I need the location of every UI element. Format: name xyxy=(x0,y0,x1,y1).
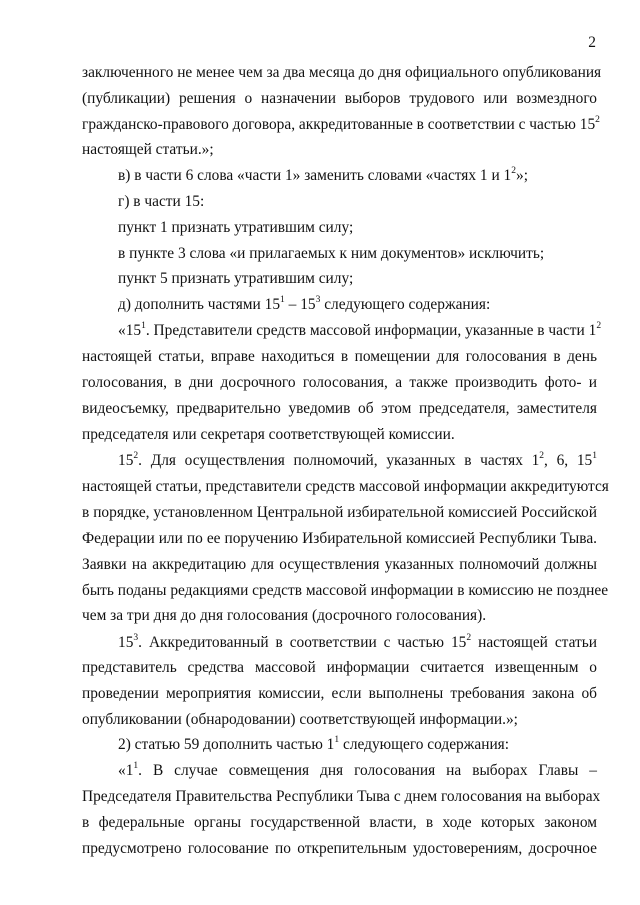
text-line xyxy=(82,478,609,496)
text-run: . Для осуществления полномочий, указанных в частях 1 xyxy=(138,452,540,469)
text-run: представитель средства массовой информации считается извещенным о xyxy=(82,659,597,676)
text-run: опубликовании (обнародовании) соответствующей информации.»; xyxy=(82,711,518,728)
text-run: – 15 xyxy=(284,296,316,313)
text-run: . Аккредитованный в соответствии с частью 15 xyxy=(138,634,467,651)
text-run: председателя или секретаря соответствующей комиссии. xyxy=(82,426,455,443)
text-run: голосования, в дни досрочного голосования, а также производить фото- и xyxy=(82,374,597,391)
text-run: в федеральные органы государственной власти, в ходе которых законом xyxy=(82,814,597,831)
text-run: пункт 5 признать утратившим силу; xyxy=(118,270,354,287)
text-line xyxy=(82,348,597,366)
text-line xyxy=(118,270,597,288)
text-run: д) дополнить частями 15 xyxy=(118,296,281,313)
text-run: Федерации или по ее поручению Избирательной комиссией Республики Тыва. xyxy=(82,530,597,547)
text-line xyxy=(82,556,597,574)
text-line xyxy=(82,90,597,108)
text-run: »; xyxy=(516,167,528,184)
superscript: 2 xyxy=(595,113,600,125)
text-run: чем за три дня до дня голосования (досрочного голосования). xyxy=(82,607,487,624)
text-line xyxy=(118,319,602,340)
superscript: 1 xyxy=(592,449,597,461)
text-line xyxy=(82,113,600,134)
text-run: в пункте 3 слова «и прилагаемых к ним документов» исключить; xyxy=(118,245,545,262)
text-line xyxy=(118,245,597,263)
text-line xyxy=(82,504,597,522)
superscript: 1 xyxy=(141,319,146,331)
text-run: быть поданы редакциями средств массовой информации в комиссию не позднее xyxy=(82,582,609,599)
text-run: , 6, 15 xyxy=(544,452,593,469)
text-line xyxy=(82,400,597,418)
text-line xyxy=(82,607,597,625)
superscript: 2 xyxy=(466,631,472,643)
superscript: 3 xyxy=(315,293,321,305)
text-line xyxy=(118,219,597,237)
text-line xyxy=(82,711,597,729)
superscript: 2 xyxy=(539,449,545,461)
superscript: 2 xyxy=(596,319,602,331)
text-run: настоящей статьи.»; xyxy=(82,141,214,158)
text-line xyxy=(82,374,597,392)
superscript: 1 xyxy=(133,759,139,771)
text-run: г) в части 15: xyxy=(118,193,205,210)
superscript: 2 xyxy=(511,164,517,176)
text-line xyxy=(118,449,597,470)
text-run: настоящей статьи, представители средств массовой информации аккредитуются xyxy=(82,478,609,495)
superscript: 1 xyxy=(334,733,340,745)
text-run: 15 xyxy=(118,634,134,651)
text-line xyxy=(82,141,597,159)
text-run: проведении мероприятия комиссии, если выполнены требования закона об xyxy=(82,685,597,702)
text-run: 2) статью 59 дополнить частью 1 xyxy=(118,736,335,753)
text-run: пункт 1 признать утратившим силу; xyxy=(118,219,354,236)
page-number: 2 xyxy=(588,34,596,51)
text-run: «1 xyxy=(118,762,134,779)
text-run: следующего содержания: xyxy=(339,736,510,753)
text-run: в порядке, установленном Центральной избирательной комиссией Российской xyxy=(82,504,597,521)
text-run: Заявки на аккредитацию для осуществления указанных полномочий должны xyxy=(82,556,597,573)
text-run: (публикации) решения о назначении выборов трудового или возмездного xyxy=(82,90,597,107)
text-run: Председателя Правительства Республики Тыва с днем голосования на выборах xyxy=(82,788,601,805)
text-line xyxy=(82,426,597,444)
text-line xyxy=(118,631,597,652)
superscript: 1 xyxy=(280,293,285,305)
superscript: 3 xyxy=(133,631,139,643)
text-line xyxy=(82,840,597,858)
text-run: настоящей статьи, вправе находиться в помещении для голосования в день xyxy=(82,348,597,365)
text-run: в) в части 6 слова «части 1» заменить словами «частях 1 и 1 xyxy=(118,167,512,184)
text-line xyxy=(82,64,602,82)
text-run: гражданско-правового договора, аккредитованные в соответствии с частью 15 xyxy=(82,116,596,133)
text-run: предусмотрено голосование по открепительным удостоверениям, досрочное xyxy=(82,840,597,857)
text-line xyxy=(118,759,597,780)
text-run: 15 xyxy=(118,452,134,469)
text-line xyxy=(82,582,609,600)
text-run: заключенного не менее чем за два месяца до дня официального опубликования xyxy=(82,64,602,81)
text-line xyxy=(82,814,597,832)
text-line xyxy=(118,733,597,754)
text-run: видеосъемку, предварительно уведомив об этом председателя, заместителя xyxy=(82,400,597,417)
text-line xyxy=(82,685,597,703)
text-run: настоящей статьи xyxy=(471,634,597,651)
text-line xyxy=(118,164,597,185)
text-run: . Представители средств массовой информации, указанные в части 1 xyxy=(145,322,597,339)
text-run: следующего содержания: xyxy=(320,296,491,313)
text-line xyxy=(82,659,597,677)
text-line xyxy=(118,293,597,314)
superscript: 2 xyxy=(133,449,139,461)
text-line xyxy=(82,788,601,806)
text-run: . В случае совмещения дня голосования на выборах Главы – xyxy=(138,762,597,779)
text-run: «15 xyxy=(118,322,142,339)
text-line xyxy=(118,193,597,211)
text-line xyxy=(82,530,597,548)
